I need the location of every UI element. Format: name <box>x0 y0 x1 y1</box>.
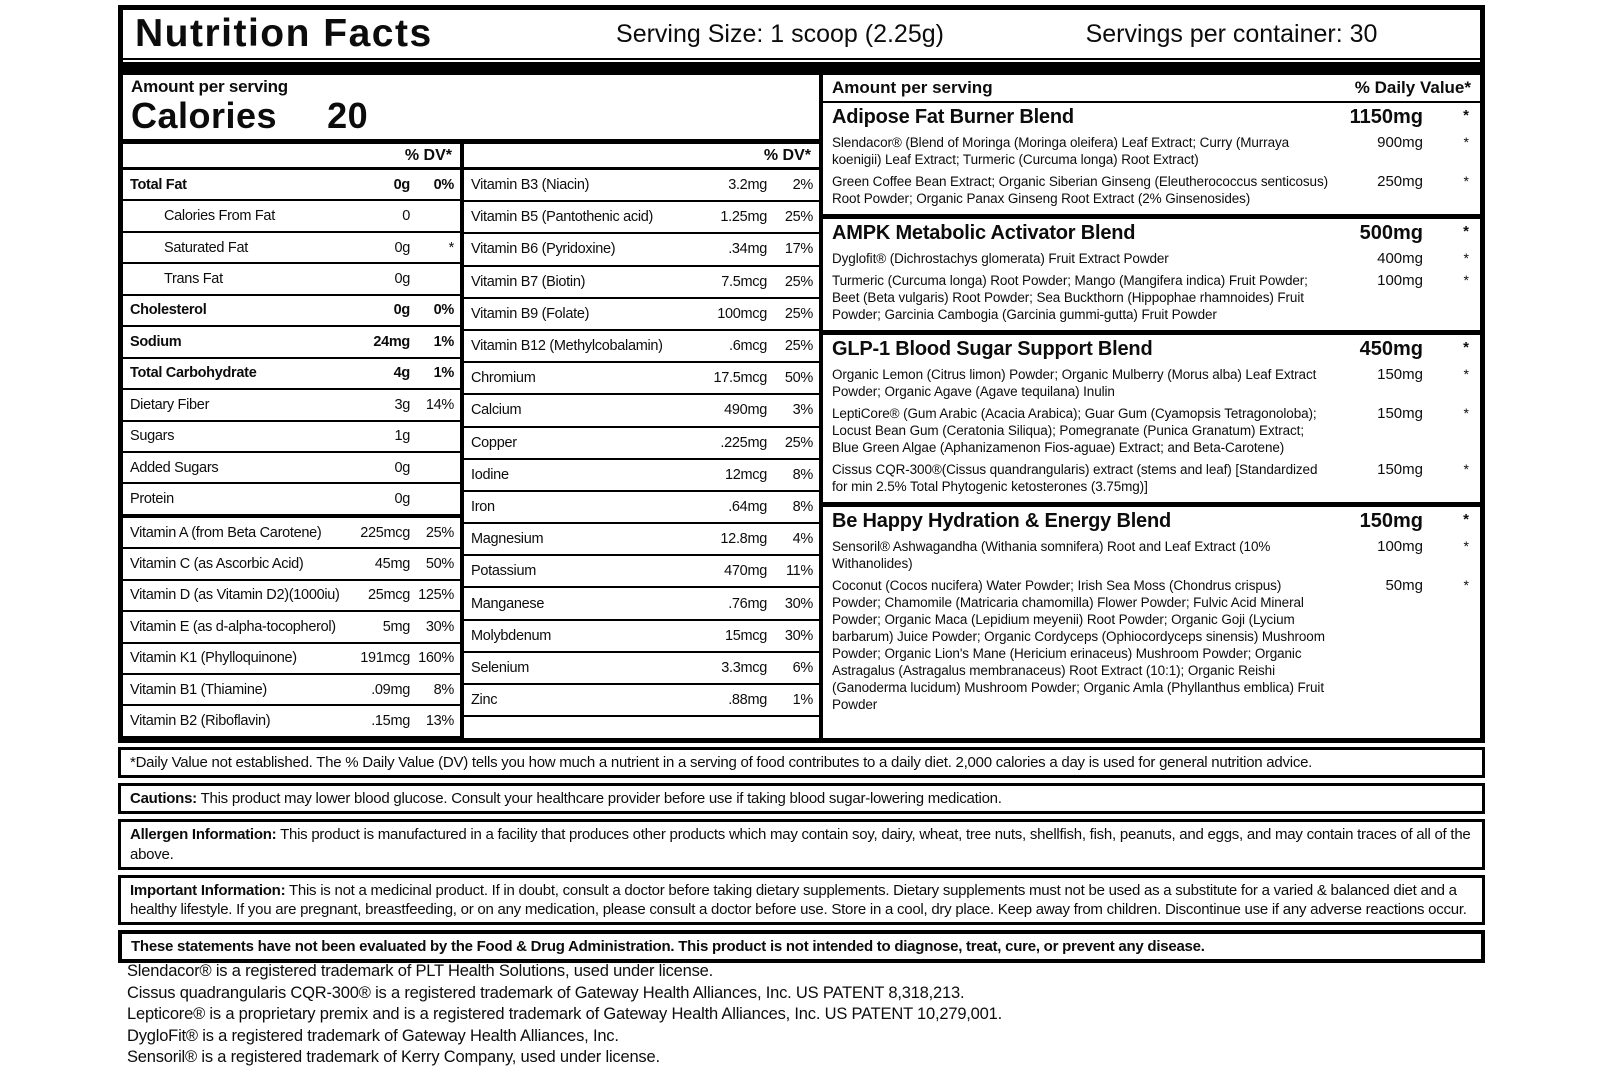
blend-ampk-metabolic-activator <box>823 219 1480 330</box>
table-row <box>123 264 460 295</box>
table-row <box>123 359 460 390</box>
label-body <box>123 75 1480 738</box>
nutrient-dv: 1% <box>433 333 454 350</box>
table-row <box>123 549 460 580</box>
nutrient-amount: 12mcg <box>724 466 767 483</box>
table-row <box>464 170 819 202</box>
nutrient-dv: 25% <box>784 273 813 290</box>
nutrient-amount: 191mcg <box>360 650 410 667</box>
ingredient-dv: * <box>1463 405 1469 421</box>
ingredient-text: Sensoril® Ashwagandha (Withania somnifera) Root and Leaf Extract (10% Withanolides) <box>832 539 1271 571</box>
servings-per-container-text: Servings per container: 30 <box>1085 19 1378 48</box>
nutrient-name: Manganese <box>471 595 545 612</box>
calories-value: 20 <box>327 95 369 136</box>
blend-title: GLP-1 Blood Sugar Support Blend <box>832 338 1153 360</box>
nutrient-name: Copper <box>471 434 517 451</box>
nutrient-name: Potassium <box>471 563 536 580</box>
nutrient-dv: 30% <box>784 595 813 612</box>
nutrient-dv: 17% <box>784 241 813 258</box>
nutrient-dv: 30% <box>784 627 813 644</box>
nutrient-dv: 8% <box>792 466 813 483</box>
footnotes-stack <box>118 747 1485 963</box>
footnote-prefix: Important Information: <box>130 881 286 899</box>
table-row <box>123 675 460 706</box>
blend-amount: 450mg <box>1359 338 1423 360</box>
ingredient-dv: * <box>1463 366 1469 382</box>
ingredient-text: Dyglofit® (Dichrostachys glomerata) Fruit Extract Powder <box>832 251 1169 266</box>
nutrient-name: Trans Fat <box>164 271 223 288</box>
nutrient-name: Magnesium <box>471 531 544 548</box>
calories-row <box>131 97 819 135</box>
blend-ingredient-row <box>832 250 1471 267</box>
dv-column-header: % DV* <box>464 144 819 170</box>
nutrient-amount: .88mg <box>728 692 767 709</box>
nutrient-name: Calcium <box>471 402 522 419</box>
footnote-text: This is not a medicinal product. If in doubt, consult a doctor before taking dietary supplements. Dietary supplements must not be used as a substitute for a varied & balanced diet and a healthy lifestyle. If you are pregnant, breastfeeding, or on any medication, please consult a doctor before use. Store in a cool, dry place. Keep away from children. Discontinue use if any adverse reactions occur. <box>130 881 1467 918</box>
nutrient-amount: 3.2mg <box>728 177 767 194</box>
nutrient-dv: 3% <box>792 402 813 419</box>
table-row <box>123 581 460 612</box>
nutrient-dv: 11% <box>785 563 813 580</box>
nutrient-amount: 24mg <box>373 333 410 350</box>
ingredient-amount: 250mg <box>1377 173 1423 190</box>
blend-ingredient-row <box>832 577 1471 713</box>
ingredient-amount: 150mg <box>1377 366 1423 383</box>
important-information-note <box>118 875 1485 925</box>
table-row <box>464 299 819 331</box>
nutrient-name: Vitamin A (from Beta Carotene) <box>130 524 322 541</box>
calories-label: Calories <box>131 95 278 136</box>
nutrients-panel <box>123 75 823 738</box>
nutrient-dv: 25% <box>425 524 454 541</box>
nutrient-name: Vitamin B7 (Biotin) <box>471 273 586 290</box>
ingredient-text: Slendacor® (Blend of Moringa (Moringa oleifera) Leaf Extract; Curry (Murraya koenigii) Leaf Extract; Turmeric (Curcuma longa) Root Extract) <box>832 135 1290 167</box>
trademark-line: Cissus quadrangularis CQR-300® is a registered trademark of Gateway Health Alliances, Inc. US PATENT 8,318,213. <box>127 983 965 1002</box>
blend-dv: * <box>1463 511 1469 528</box>
nutrient-name: Vitamin B5 (Pantothenic acid) <box>471 209 654 226</box>
table-row <box>464 524 819 556</box>
nutrition-facts-label <box>118 5 1485 743</box>
nutrient-name: Vitamin B2 (Riboflavin) <box>130 713 271 730</box>
nutrient-amount: 0g <box>394 271 410 288</box>
nutrient-amount: 15mcg <box>724 627 767 644</box>
table-row <box>123 296 460 327</box>
nutrient-amount: 100mcg <box>717 305 767 322</box>
nutrient-amount: 1.25mg <box>720 209 767 226</box>
blend-ingredient-row <box>832 461 1471 495</box>
footnote-prefix: Allergen Information: <box>130 826 277 844</box>
macro-nutrients-column <box>123 144 464 738</box>
nutrient-dv: 25% <box>784 209 813 226</box>
nutrient-amount: 25mcg <box>367 587 410 604</box>
table-row <box>464 621 819 653</box>
nutrient-amount: 470mg <box>724 563 767 580</box>
table-row <box>464 653 819 685</box>
nutrient-dv: 25% <box>784 305 813 322</box>
daily-value-footnote <box>118 747 1485 778</box>
column-filler <box>464 717 819 738</box>
ingredient-amount: 150mg <box>1377 461 1423 478</box>
nutrient-dv: 14% <box>425 396 454 413</box>
ingredient-text: LeptiCore® (Gum Arabic (Acacia Arabica); Guar Gum (Cyamopsis Tetragonoloba); Locust Bean Gum (Ceratonia Siliqua); Pomegranate (Punica Granatum) Extract; Blue Green Algae (Aphanizamenon Fios-aguae) Extract; and Beta-Carotene) <box>832 406 1317 455</box>
nutrient-name: Added Sugars <box>130 459 219 476</box>
serving-size-text: Serving Size: 1 scoop (2.25g) <box>616 19 944 48</box>
nutrient-dv: 2% <box>792 177 813 194</box>
nutrient-amount: .76mg <box>728 595 767 612</box>
ingredient-amount: 50mg <box>1385 577 1423 594</box>
table-row <box>123 201 460 232</box>
nutrient-amount: 0g <box>394 459 410 476</box>
table-row <box>123 327 460 358</box>
blend-ingredient-row <box>832 405 1471 456</box>
nutrient-name: Saturated Fat <box>164 239 248 256</box>
ingredient-dv: * <box>1463 461 1469 477</box>
nutrient-amount: .09mg <box>371 681 410 698</box>
blends-panel <box>823 75 1480 738</box>
nutrient-amount: 5mg <box>382 618 410 635</box>
nutrient-dv: * <box>448 239 454 256</box>
nutrient-name: Molybdenum <box>471 627 552 644</box>
ingredient-dv: * <box>1463 134 1469 150</box>
nutrient-dv: 0% <box>433 302 454 319</box>
nutrient-name: Protein <box>130 491 174 508</box>
table-row <box>123 706 460 737</box>
blend-title-row <box>832 337 1471 361</box>
table-row <box>123 453 460 484</box>
blend-title-row <box>832 509 1471 533</box>
footnote-text: This product may lower blood glucose. Consult your healthcare provider before use if taking blood sugar-lowering medication. <box>196 790 1002 808</box>
amount-per-serving-label: Amount per serving <box>832 78 993 97</box>
nutrient-amount: .6mcg <box>729 338 767 355</box>
table-row <box>464 202 819 234</box>
table-row <box>464 395 819 427</box>
nutrient-amount: 225mcg <box>360 524 410 541</box>
blend-title-row <box>832 105 1471 129</box>
nutrient-amount: 0g <box>393 302 410 319</box>
trademark-line: Lepticore® is a proprietary premix and is a registered trademark of Gateway Health Alliances, Inc. US PATENT 10,279,001. <box>127 1005 1003 1023</box>
table-row <box>123 422 460 453</box>
ingredient-amount: 100mg <box>1377 272 1423 289</box>
ingredient-dv: * <box>1463 272 1469 288</box>
nutrient-dv: 50% <box>425 555 454 572</box>
header-divider-bar <box>123 62 1480 75</box>
nutrient-dv: 8% <box>792 498 813 515</box>
nutrient-amount: 1g <box>394 428 410 445</box>
nutrient-amount: 7.5mcg <box>721 273 767 290</box>
ingredient-dv: * <box>1463 173 1469 189</box>
table-row <box>123 518 460 549</box>
table-row <box>464 556 819 588</box>
nutrient-name: Sugars <box>130 428 175 445</box>
nutrient-dv: 160% <box>418 650 454 667</box>
ingredient-text: Turmeric (Curcuma longa) Root Powder; Mango (Mangifera indica) Fruit Powder; Beet (Beta vulgaris) Root Powder; Sea Buckthorn (Hippophae rhamnoides) Fruit Powder; Garcinia Cambogia (Garcinia gummi-gutta) Fruit Powder <box>832 273 1308 322</box>
nutrient-dv: 8% <box>433 681 454 698</box>
nutrient-amount: .15mg <box>371 713 410 730</box>
table-row <box>123 612 460 643</box>
nutrient-dv: 25% <box>784 338 813 355</box>
table-row <box>464 588 819 620</box>
table-row <box>464 363 819 395</box>
nutrient-amount: 45mg <box>374 555 410 572</box>
daily-value-label: % Daily Value* <box>1354 78 1471 97</box>
nutrient-dv: 4% <box>792 531 813 548</box>
table-row <box>464 460 819 492</box>
footnote-prefix: Cautions: <box>130 790 197 808</box>
nutrient-dv: 6% <box>792 659 813 676</box>
blend-title: Be Happy Hydration & Energy Blend <box>832 510 1172 532</box>
nutrient-amount: 0 <box>402 208 410 225</box>
blend-title-row <box>832 221 1471 245</box>
blend-title: AMPK Metabolic Activator Blend <box>832 222 1136 244</box>
blend-ingredient-row <box>832 272 1471 323</box>
table-row <box>464 267 819 299</box>
nutrient-name: Selenium <box>471 659 530 676</box>
table-row <box>464 234 819 266</box>
nutrient-amount: 3g <box>394 396 410 413</box>
nutrient-amount: .225mg <box>720 434 767 451</box>
blend-adipose-fat-burner <box>823 103 1480 214</box>
ingredient-amount: 150mg <box>1377 405 1423 422</box>
blend-glp1-blood-sugar-support <box>823 335 1480 502</box>
calories-section <box>123 75 819 139</box>
vitamins-minerals-column <box>464 144 819 738</box>
trademark-line: DygloFit® is a registered trademark of Gateway Health Alliances, Inc. <box>127 1026 619 1045</box>
nutrient-amount: 0g <box>394 239 410 256</box>
blend-dv: * <box>1463 339 1469 356</box>
trademark-notices <box>127 961 1002 1069</box>
nutrient-dv: 0% <box>433 176 454 193</box>
nutrient-name: Zinc <box>471 692 498 709</box>
footnote-text: *Daily Value not established. The % Daily Value (DV) tells you how much a nutrient in a serving of food contributes to a daily diet. 2,000 calories a day is used for general nutrition advice. <box>130 754 1313 771</box>
nutrient-dv: 30% <box>425 618 454 635</box>
fda-disclaimer: These statements have not been evaluated by the Food & Drug Administration. This product is not intended to diagnose, treat, cure, or prevent any disease. <box>118 930 1485 963</box>
nutrient-amount: 12.8mg <box>720 531 767 548</box>
allergen-information-note <box>118 819 1485 869</box>
ingredient-dv: * <box>1463 538 1469 554</box>
blend-amount: 500mg <box>1359 222 1423 244</box>
blend-ingredient-row <box>832 134 1471 168</box>
blend-ingredient-row <box>832 366 1471 400</box>
trademark-line: Slendacor® is a registered trademark of PLT Health Solutions, used under license. <box>127 962 714 980</box>
nutrient-name: Sodium <box>130 333 182 350</box>
blend-ingredient-row <box>832 538 1471 572</box>
trademark-line: Sensoril® is a registered trademark of Kerry Company, used under license. <box>127 1048 660 1066</box>
nutrient-name: Vitamin E (as d-alpha-tocopherol) <box>130 618 336 635</box>
blend-dv: * <box>1463 107 1469 124</box>
table-row <box>123 233 460 264</box>
table-row <box>464 331 819 363</box>
nutrient-name: Iron <box>471 498 495 515</box>
nutrient-name: Vitamin B12 (Methylcobalamin) <box>471 338 663 355</box>
nutrient-amount: 0g <box>394 491 410 508</box>
label-title: Nutrition Facts <box>135 12 433 55</box>
ingredient-amount: 400mg <box>1377 250 1423 267</box>
nutrient-dv: 1% <box>792 692 813 709</box>
footnote-text: This product is manufactured in a facility that produces other products which may contain soy, dairy, wheat, tree nuts, shellfish, fish, peanuts, and eggs, and may contain traces of all of the above. <box>130 826 1471 863</box>
nutrient-name: Vitamin C (as Ascorbic Acid) <box>130 555 304 572</box>
nutrient-name: Iodine <box>471 466 509 483</box>
table-row <box>464 492 819 524</box>
table-row <box>123 170 460 201</box>
ingredient-text: Organic Lemon (Citrus limon) Powder; Organic Mulberry (Morus alba) Leaf Extract Powder; Organic Agave (Agave tequilana) Inulin <box>832 367 1317 399</box>
nutrient-name: Total Carbohydrate <box>130 365 257 382</box>
table-row <box>123 644 460 675</box>
nutrient-amount: .64mg <box>728 498 767 515</box>
ingredient-text: Coconut (Cocos nucifera) Water Powder; Irish Sea Moss (Chondrus crispus) Powder; Chamomile (Matricaria chamomilla) Flower Powder; Fulvic Acid Mineral Powder; Organic Maca (Lepidium meyenii) Root Powder; Organic Goji (Lycium barbarum) Juice Powder; Organic Cordyceps (Ophiocordyceps sinensis) Mushroom Powder; Organic Lion's Mane (Hericium erinaceus) Mushroom Powder; Organic Astragalus (Astragalus membranaceus) Root Extract (10:1); Organic Reishi (Ganoderma lucidum) Mushroom Powder; Organic Amla (Phyllanthus emblica) Fruit Powder <box>832 578 1325 712</box>
ingredient-dv: * <box>1463 250 1469 266</box>
blend-amount: 1150mg <box>1349 106 1423 128</box>
nutrient-amount: 17.5mcg <box>713 370 767 387</box>
nutrient-name: Cholesterol <box>130 302 207 319</box>
nutrient-name: Vitamin B6 (Pyridoxine) <box>471 241 616 258</box>
table-row <box>123 484 460 517</box>
nutrient-dv: 125% <box>418 587 454 604</box>
blend-title: Adipose Fat Burner Blend <box>832 106 1074 128</box>
nutrient-name: Vitamin B3 (Niacin) <box>471 177 590 194</box>
nutrient-name: Vitamin K1 (Phylloquinone) <box>130 650 297 667</box>
table-row <box>123 390 460 421</box>
label-header <box>123 10 1480 60</box>
nutrient-amount: .34mg <box>728 241 767 258</box>
ingredient-dv: * <box>1463 577 1469 593</box>
dv-column-header: % DV* <box>123 144 460 170</box>
nutrient-dv: 13% <box>425 713 454 730</box>
nutrient-dv: 25% <box>784 434 813 451</box>
table-row <box>464 428 819 460</box>
blend-ingredient-row <box>832 173 1471 207</box>
nutrient-name: Chromium <box>471 370 536 387</box>
ingredient-text: Green Coffee Bean Extract; Organic Siberian Ginseng (Eleutherococcus senticosus) Root Powder; Organic Panax Ginseng Root Extract (2% Ginsenosides) <box>832 174 1329 206</box>
ingredient-amount: 900mg <box>1377 134 1423 151</box>
nutrient-name: Vitamin D (as Vitamin D2)(1000iu) <box>130 587 340 604</box>
nutrient-amount: 4g <box>393 365 410 382</box>
blend-amount: 150mg <box>1359 510 1423 532</box>
blend-be-happy-hydration-energy <box>823 507 1480 720</box>
table-row <box>464 685 819 717</box>
nutrient-name: Calories From Fat <box>164 208 275 225</box>
nutrient-amount: 3.3mcg <box>721 659 767 676</box>
nutrient-name: Total Fat <box>130 176 187 193</box>
nutrient-dv: 50% <box>784 370 813 387</box>
ingredient-amount: 100mg <box>1377 538 1423 555</box>
nutrient-dv: 1% <box>433 365 454 382</box>
nutrient-amount: 0g <box>393 176 410 193</box>
amount-per-serving-label: Amount per serving <box>131 77 288 96</box>
nutrient-name: Vitamin B9 (Folate) <box>471 305 590 322</box>
nutrient-amount: 490mg <box>724 402 767 419</box>
nutrient-name: Vitamin B1 (Thiamine) <box>130 681 267 698</box>
blends-panel-header <box>823 75 1480 103</box>
nutrient-name: Dietary Fiber <box>130 396 210 413</box>
blend-dv: * <box>1463 223 1469 240</box>
ingredient-text: Cissus CQR-300®(Cissus quandrangularis) extract (stems and leaf) [Standardized for min 2.5% Total Phytogenic ketosterones (3.75mg)] <box>832 462 1318 494</box>
cautions-note <box>118 783 1485 814</box>
